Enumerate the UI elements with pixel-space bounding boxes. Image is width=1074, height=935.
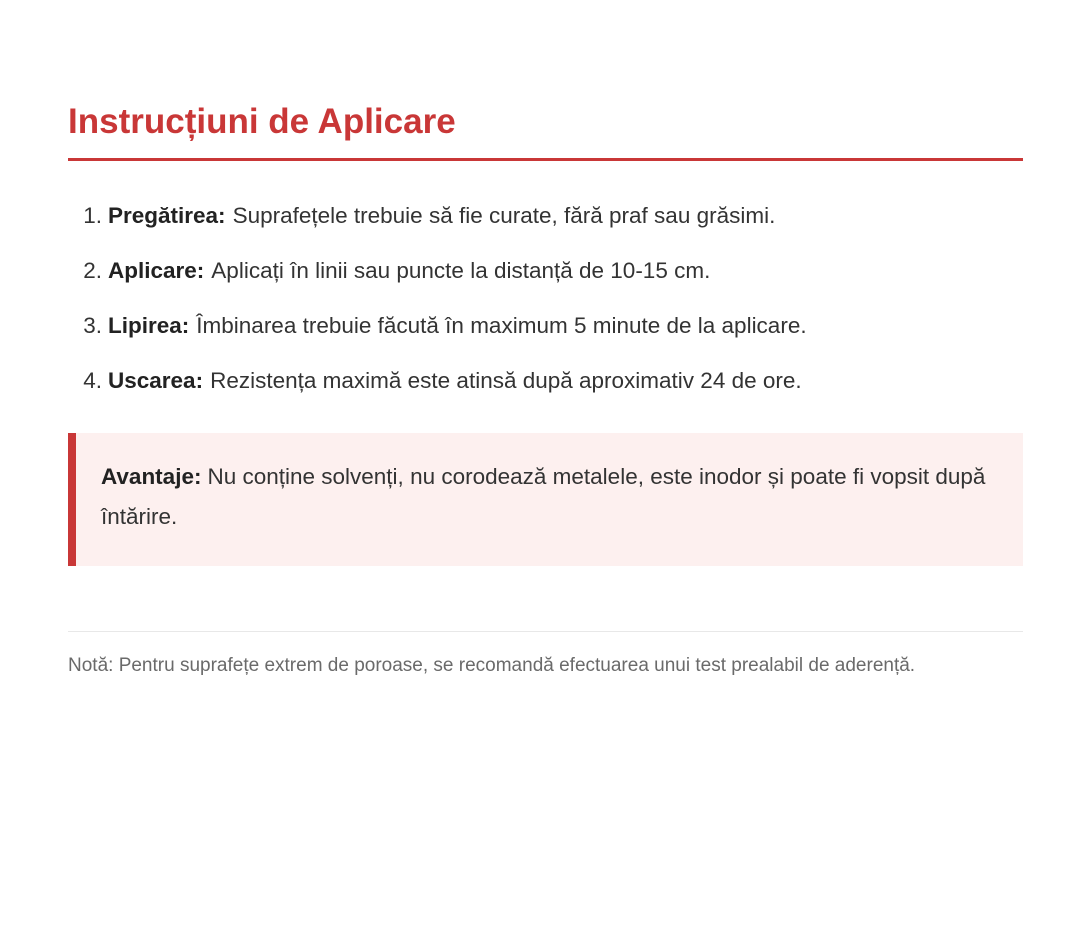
- step-title: Pregătirea:: [108, 203, 226, 228]
- instructions-list: [68, 193, 1023, 413]
- callout-title: Avantaje:: [101, 464, 202, 489]
- callout-body: [101, 457, 1003, 537]
- step-number: 4.: [83, 368, 102, 393]
- step-text: Aplicați în linii sau puncte la distanță de 10-15 cm.: [211, 258, 711, 283]
- page-title: Instrucțiuni de Aplicare: [68, 102, 456, 141]
- list-item: [68, 303, 1023, 358]
- list-item: [68, 248, 1023, 303]
- title-underline: [68, 158, 1023, 161]
- step-number: 3.: [83, 313, 102, 338]
- step-number: 1.: [83, 203, 102, 228]
- step-title: Uscarea:: [108, 368, 204, 393]
- callout-text: Nu conține solvenți, nu corodează metalele, este inodor și poate fi vopsit după întărire.: [101, 464, 986, 529]
- step-text: Îmbinarea trebuie făcută în maximum 5 minute de la aplicare.: [196, 313, 807, 338]
- list-item: [68, 193, 1023, 248]
- step-text: Suprafețele trebuie să fie curate, fără praf sau grăsimi.: [232, 203, 776, 228]
- step-text: Rezistența maximă este atinsă după aproximativ 24 de ore.: [210, 368, 802, 393]
- step-title: Aplicare:: [108, 258, 205, 283]
- step-number: 2.: [83, 258, 102, 283]
- section-divider: [68, 631, 1023, 632]
- step-title: Lipirea:: [108, 313, 190, 338]
- advantages-callout: [68, 433, 1023, 566]
- footnote: Notă: Pentru suprafețe extrem de poroase, se recomandă efectuarea unui test prealabil de aderență.: [68, 655, 916, 676]
- list-item: [68, 358, 1023, 413]
